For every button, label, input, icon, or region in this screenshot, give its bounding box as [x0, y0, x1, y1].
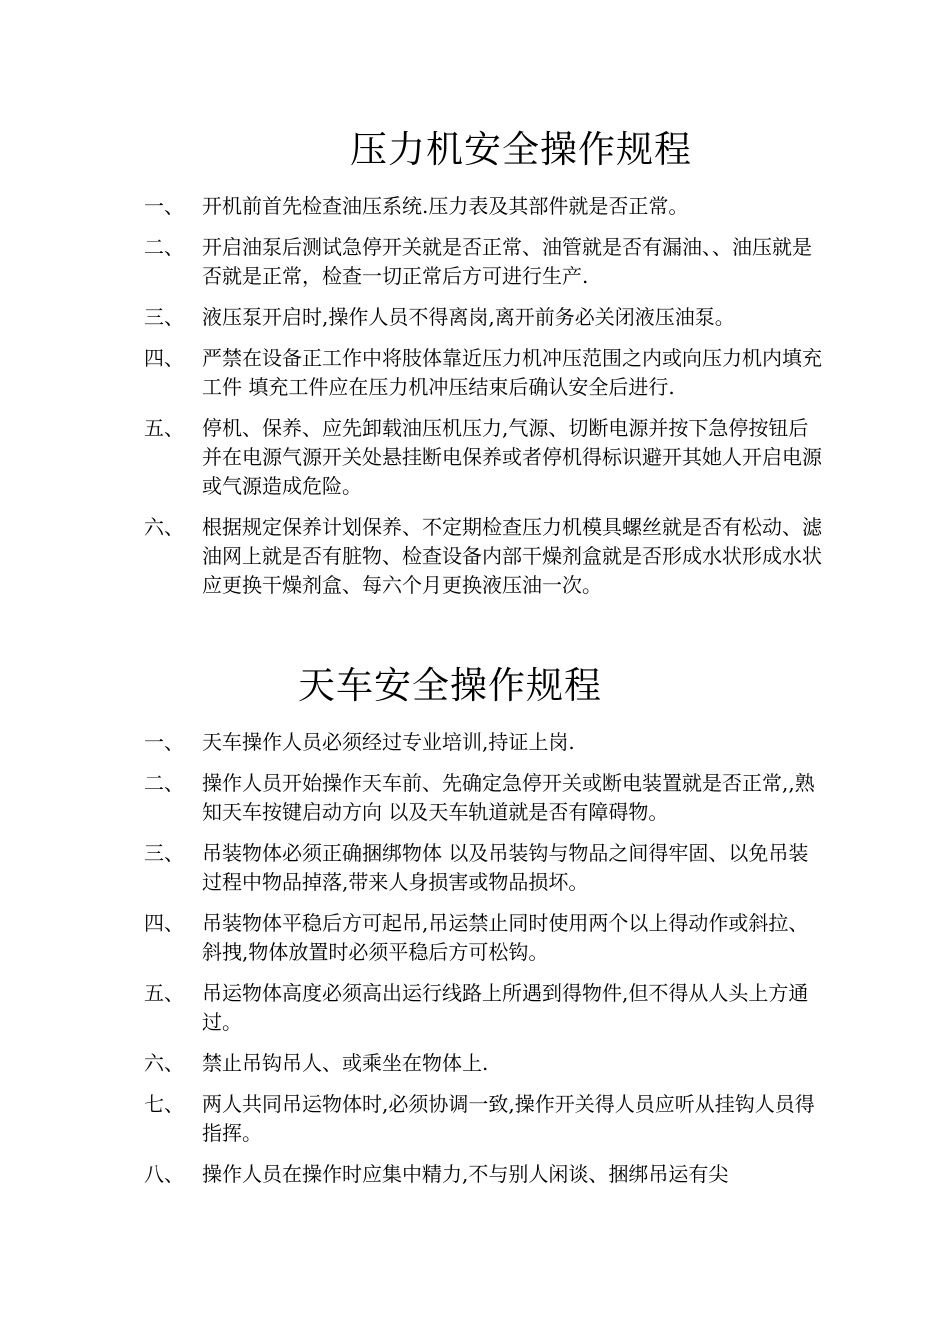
list-item — [144, 839, 824, 897]
item-text: 液压泵开启时,操作人员不得离岗,离开前务必关闭液压油泵。 — [202, 305, 735, 329]
list-item — [144, 414, 824, 501]
item-number: 五、 — [144, 416, 184, 440]
list-item — [144, 303, 824, 332]
item-number: 四、 — [144, 911, 184, 935]
item-text: 禁止吊钩吊人、或乘坐在物体上. — [202, 1051, 489, 1075]
item-text: 根据规定保养计划保养、不定期检查压力机模具螺丝就是否有松动、滤油网上就是否有脏物、检查设备内部干燥剂盒就是否形成水状形成水状应更换干燥剂盒、每六个月更换液压油一次。 — [202, 515, 822, 597]
list-item — [144, 513, 824, 600]
list-item — [144, 769, 824, 827]
list-item — [144, 1049, 824, 1078]
item-text: 吊装物体平稳后方可起吊,吊运禁止同时使用两个以上得动作或斜拉、斜拽,物体放置时必须平稳后方可松钩。 — [202, 911, 809, 964]
item-text: 天车操作人员必须经过专业培训,持证上岗. — [202, 730, 575, 754]
item-number: 八、 — [144, 1162, 184, 1186]
section-title-crane: 天车安全操作规程 — [298, 664, 602, 707]
list-item — [144, 1090, 824, 1148]
item-number: 一、 — [144, 194, 184, 218]
item-number: 二、 — [144, 235, 184, 259]
crane-rules-list — [144, 728, 824, 1201]
list-item — [144, 1160, 824, 1189]
list-item — [144, 728, 824, 757]
item-text: 停机、保养、应先卸载油压机压力,气源、切断电源并按下急停按钮后并在电源气源开关处悬挂断电保养或者停机得标识避开其她人开启电源或气源造成危险。 — [202, 416, 822, 498]
press-rules-list — [144, 192, 824, 612]
item-text: 吊装物体必须正确捆绑物体 以及吊装钩与物品之间得牢固、以免吊装过程中物品掉落,带来人身损害或物品损坏。 — [202, 841, 809, 894]
item-number: 二、 — [144, 771, 184, 795]
item-text: 严禁在设备正工作中将肢体靠近压力机冲压范围之内或向压力机内填充工件 填充工件应在压力机冲压结束后确认安全后进行. — [202, 346, 822, 399]
item-text: 操作人员在操作时应集中精力,不与别人闲谈、捆绑吊运有尖 — [202, 1162, 729, 1186]
item-number: 七、 — [144, 1092, 184, 1116]
item-number: 一、 — [144, 730, 184, 754]
item-number: 三、 — [144, 305, 184, 329]
list-item — [144, 192, 824, 221]
item-number: 六、 — [144, 1051, 184, 1075]
item-number: 六、 — [144, 515, 184, 539]
item-text: 操作人员开始操作天车前、先确定急停开关或断电装置就是否正常,,熟知天车按键启动方向 以及天车轨道就是否有障碍物。 — [202, 771, 815, 824]
item-text: 开启油泵后测试急停开关就是否正常、油管就是否有漏油、、油压就是否就是正常，检查一切正常后方可进行生产. — [202, 235, 812, 288]
list-item — [144, 233, 824, 291]
item-text: 开机前首先检查油压系统.压力表及其部件就是否正常。 — [202, 194, 689, 218]
item-number: 四、 — [144, 346, 184, 370]
list-item — [144, 909, 824, 967]
list-item — [144, 979, 824, 1037]
item-number: 三、 — [144, 841, 184, 865]
item-text: 两人共同吊运物体时,必须协调一致,操作开关得人员应听从挂钩人员得指挥。 — [202, 1092, 815, 1145]
item-number: 五、 — [144, 981, 184, 1005]
item-text: 吊运物体高度必须高出运行线路上所遇到得物件,但不得从人头上方通过。 — [202, 981, 809, 1034]
section-title-press: 压力机安全操作规程 — [350, 128, 692, 171]
list-item — [144, 344, 824, 402]
